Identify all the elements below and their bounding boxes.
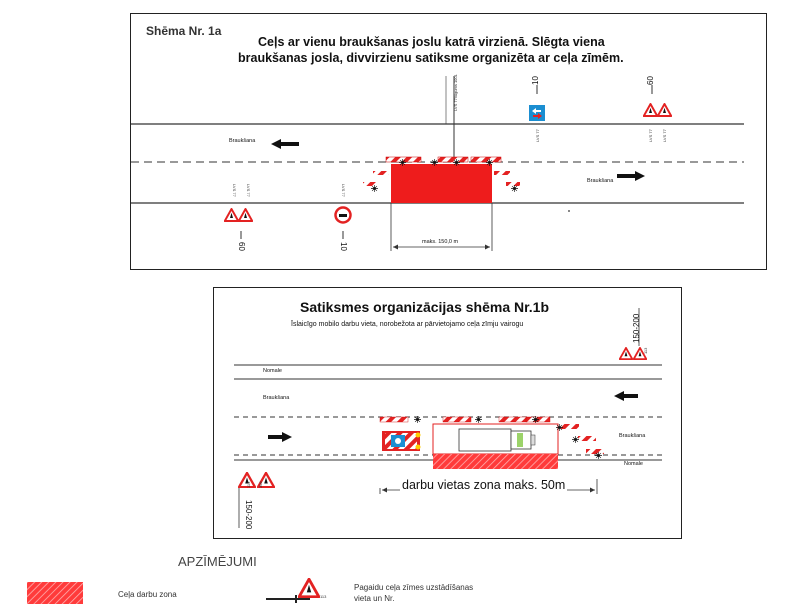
svg-text:LVS 77: LVS 77 — [662, 129, 667, 142]
legend-sign-symbol — [266, 578, 332, 604]
svg-text:LVS 77: LVS 77 — [341, 184, 346, 197]
max-length-label: maks. 150,0 m — [422, 239, 459, 245]
truck-icon — [459, 429, 535, 451]
work-zone-1b — [433, 454, 558, 469]
scheme-1b-title: Satiksmes organizācijas shēma Nr.1b — [300, 299, 550, 315]
distance-label-top: 150-200 — [632, 313, 641, 343]
sign-distance-bottom-left: 60 — [236, 242, 246, 251]
scheme-1a-title-line1: Ceļs ar vienu braukšanas joslu katrā virzienā. Slēgta viena — [258, 35, 605, 49]
direction-arrow-left — [271, 139, 299, 149]
barrier — [499, 417, 527, 422]
priority-sign-icon — [529, 105, 545, 121]
warning-sign-icon — [620, 348, 633, 359]
sign-distance-bottom-mid: 10 — [338, 242, 348, 251]
label-nomale-top: Nomale — [263, 368, 282, 374]
sign-distance-top-mid: 10 — [530, 76, 540, 85]
barrier — [578, 436, 596, 441]
svg-text:LVS 77: LVS 77 — [232, 184, 237, 197]
lane-label-left: Braukšana — [229, 138, 256, 144]
warning-sign-icon — [644, 104, 658, 116]
no-overtaking-sign-icon — [336, 208, 351, 223]
warning-sign-icon — [658, 104, 672, 116]
svg-text:LVS 77: LVS 77 — [648, 129, 653, 142]
scheme-1a-panel — [130, 13, 767, 270]
scheme-1a-title-line2: braukšanas josla, divvirzienu satiksme organizēta ar ceļa zīmēm. — [238, 51, 624, 65]
road-diagram-1a — [131, 14, 766, 269]
work-zone-1a — [391, 164, 492, 203]
barrier — [443, 417, 471, 422]
svg-text:113: 113 — [643, 347, 648, 354]
legend-heading: APZĪMĒJUMI — [178, 554, 257, 569]
barrier — [506, 182, 520, 186]
mobile-sign-trailer-icon — [382, 431, 421, 451]
svg-text:306: 306 — [258, 481, 263, 488]
distance-label-bottom: 150-200 — [244, 500, 253, 530]
barrier — [380, 417, 408, 422]
svg-text:LVS 77: LVS 77 — [535, 129, 540, 142]
svg-text:LVS 77/lūgums 1001: LVS 77/lūgums 1001 — [453, 74, 458, 111]
barrier — [363, 182, 377, 186]
lane-label-right: Braukšana — [587, 178, 614, 184]
warning-sign-icon — [225, 209, 239, 221]
barrier — [561, 424, 579, 429]
barrier — [586, 449, 604, 454]
scheme-1a-label: Shēma Nr. 1a — [146, 24, 222, 38]
label-lane-top: Braukšana — [263, 395, 290, 401]
scheme-1b-subtitle: Īslaicīgo mobilo darbu vieta, norobežota ar pārvietojamo ceļa zīmju vairogu — [291, 321, 524, 328]
svg-text:113: 113 — [246, 481, 251, 488]
warning-sign-icon — [239, 209, 253, 221]
direction-arrow-left — [614, 391, 638, 401]
barrier — [494, 171, 510, 175]
label-nomale-bottom: Nomale — [624, 461, 643, 467]
legend-item-sign-line1: Pagaidu ceļa zīmes uzstādīšanas — [354, 583, 474, 592]
barrier — [373, 171, 389, 175]
label-lane-right: Braukšana — [619, 433, 646, 439]
direction-arrow-right — [268, 432, 292, 442]
sign-distance-top-right: 60 — [645, 76, 655, 85]
scheme-1b-panel — [213, 287, 682, 539]
legend-work-zone-swatch — [27, 582, 83, 604]
road-diagram-1b — [214, 288, 681, 538]
direction-arrow-right — [617, 171, 645, 181]
barrier — [471, 157, 501, 162]
legend-item-sign-line2: vieta un Nr. — [354, 594, 395, 603]
legend-item-work-zone: Ceļa darbu zona — [118, 590, 177, 599]
svg-text:113: 113 — [320, 594, 327, 599]
barrier — [438, 157, 468, 162]
work-zone-label: darbu vietas zona maks. 50m — [402, 478, 566, 492]
svg-text:LVS 77: LVS 77 — [246, 184, 251, 197]
